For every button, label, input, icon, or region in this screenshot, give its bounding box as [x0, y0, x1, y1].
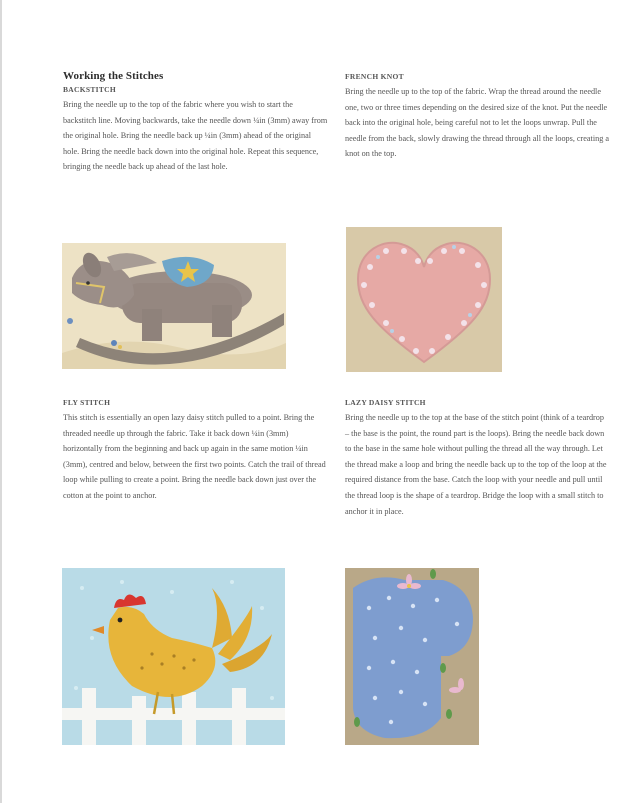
backstitch-title: BACKSTITCH — [63, 85, 117, 94]
fly-stitch-title: FLY STITCH — [63, 398, 111, 407]
backstitch-text: Bring the needle up to the top of the fabric where you wish to start the backstitch line. Moving backwards, take the needle down ¼in (3mm) away from the original hole. Bring the needle back up ¼in (3mm) ahead of the original hole. Bring the needle back down into the original hole. Repeat this sequence, bringing the needle back up ahead of the last hole. — [63, 100, 328, 172]
lazy-daisy-title: LAZY DAISY STITCH — [345, 398, 426, 407]
rocking-horse-photo — [62, 243, 286, 369]
lazy-daisy-section — [345, 398, 610, 519]
chicken-photo — [62, 568, 285, 745]
page-heading: Working the Stitches — [63, 70, 164, 82]
french-knot-title: FRENCH KNOT — [345, 72, 404, 81]
lazy-daisy-text: Bring the needle up to the top at the base of the stitch point (think of a teardrop – the base is the point, the round part is the loops). Bring the needle back down to the base in the same hole without pulling the thread all the way through. Let the thread make a loop and bring the needle back up to the top of the loop at the required distance from the base. Catch the loop with your needle and pull until the thread loop is the shape of a teardrop. Bridge the loop with a small stitch to anchor it in place. — [345, 413, 607, 516]
french-knot-section — [345, 72, 610, 162]
backstitch-section — [63, 70, 328, 175]
blue-fabric-photo — [345, 568, 479, 745]
page-edge — [0, 0, 2, 803]
fly-stitch-section — [63, 398, 328, 504]
fly-stitch-text: This stitch is essentially an open lazy daisy stitch pulled to a point. Bring the threaded needle up through the fabric. Take it back down ¼in (3mm) horizontally from the beginning and back up again in the same motion ¼in (3mm), centred and below, between the first two points. Catch the trail of thread loop while pulling to create a point. Bring the needle back down just over the cotton at the point to anchor. — [63, 413, 326, 500]
french-knot-text: Bring the needle up to the top of the fabric. Wrap the thread around the needle one, two or three times depending on the desired size of the knot. Put the needle back into the original hole, being careful not to let the loops unwrap. Pull the needle from the back, slowly drawing the thread through all the loops, creating a knot on the top. — [345, 87, 609, 159]
heart-photo — [346, 227, 502, 372]
